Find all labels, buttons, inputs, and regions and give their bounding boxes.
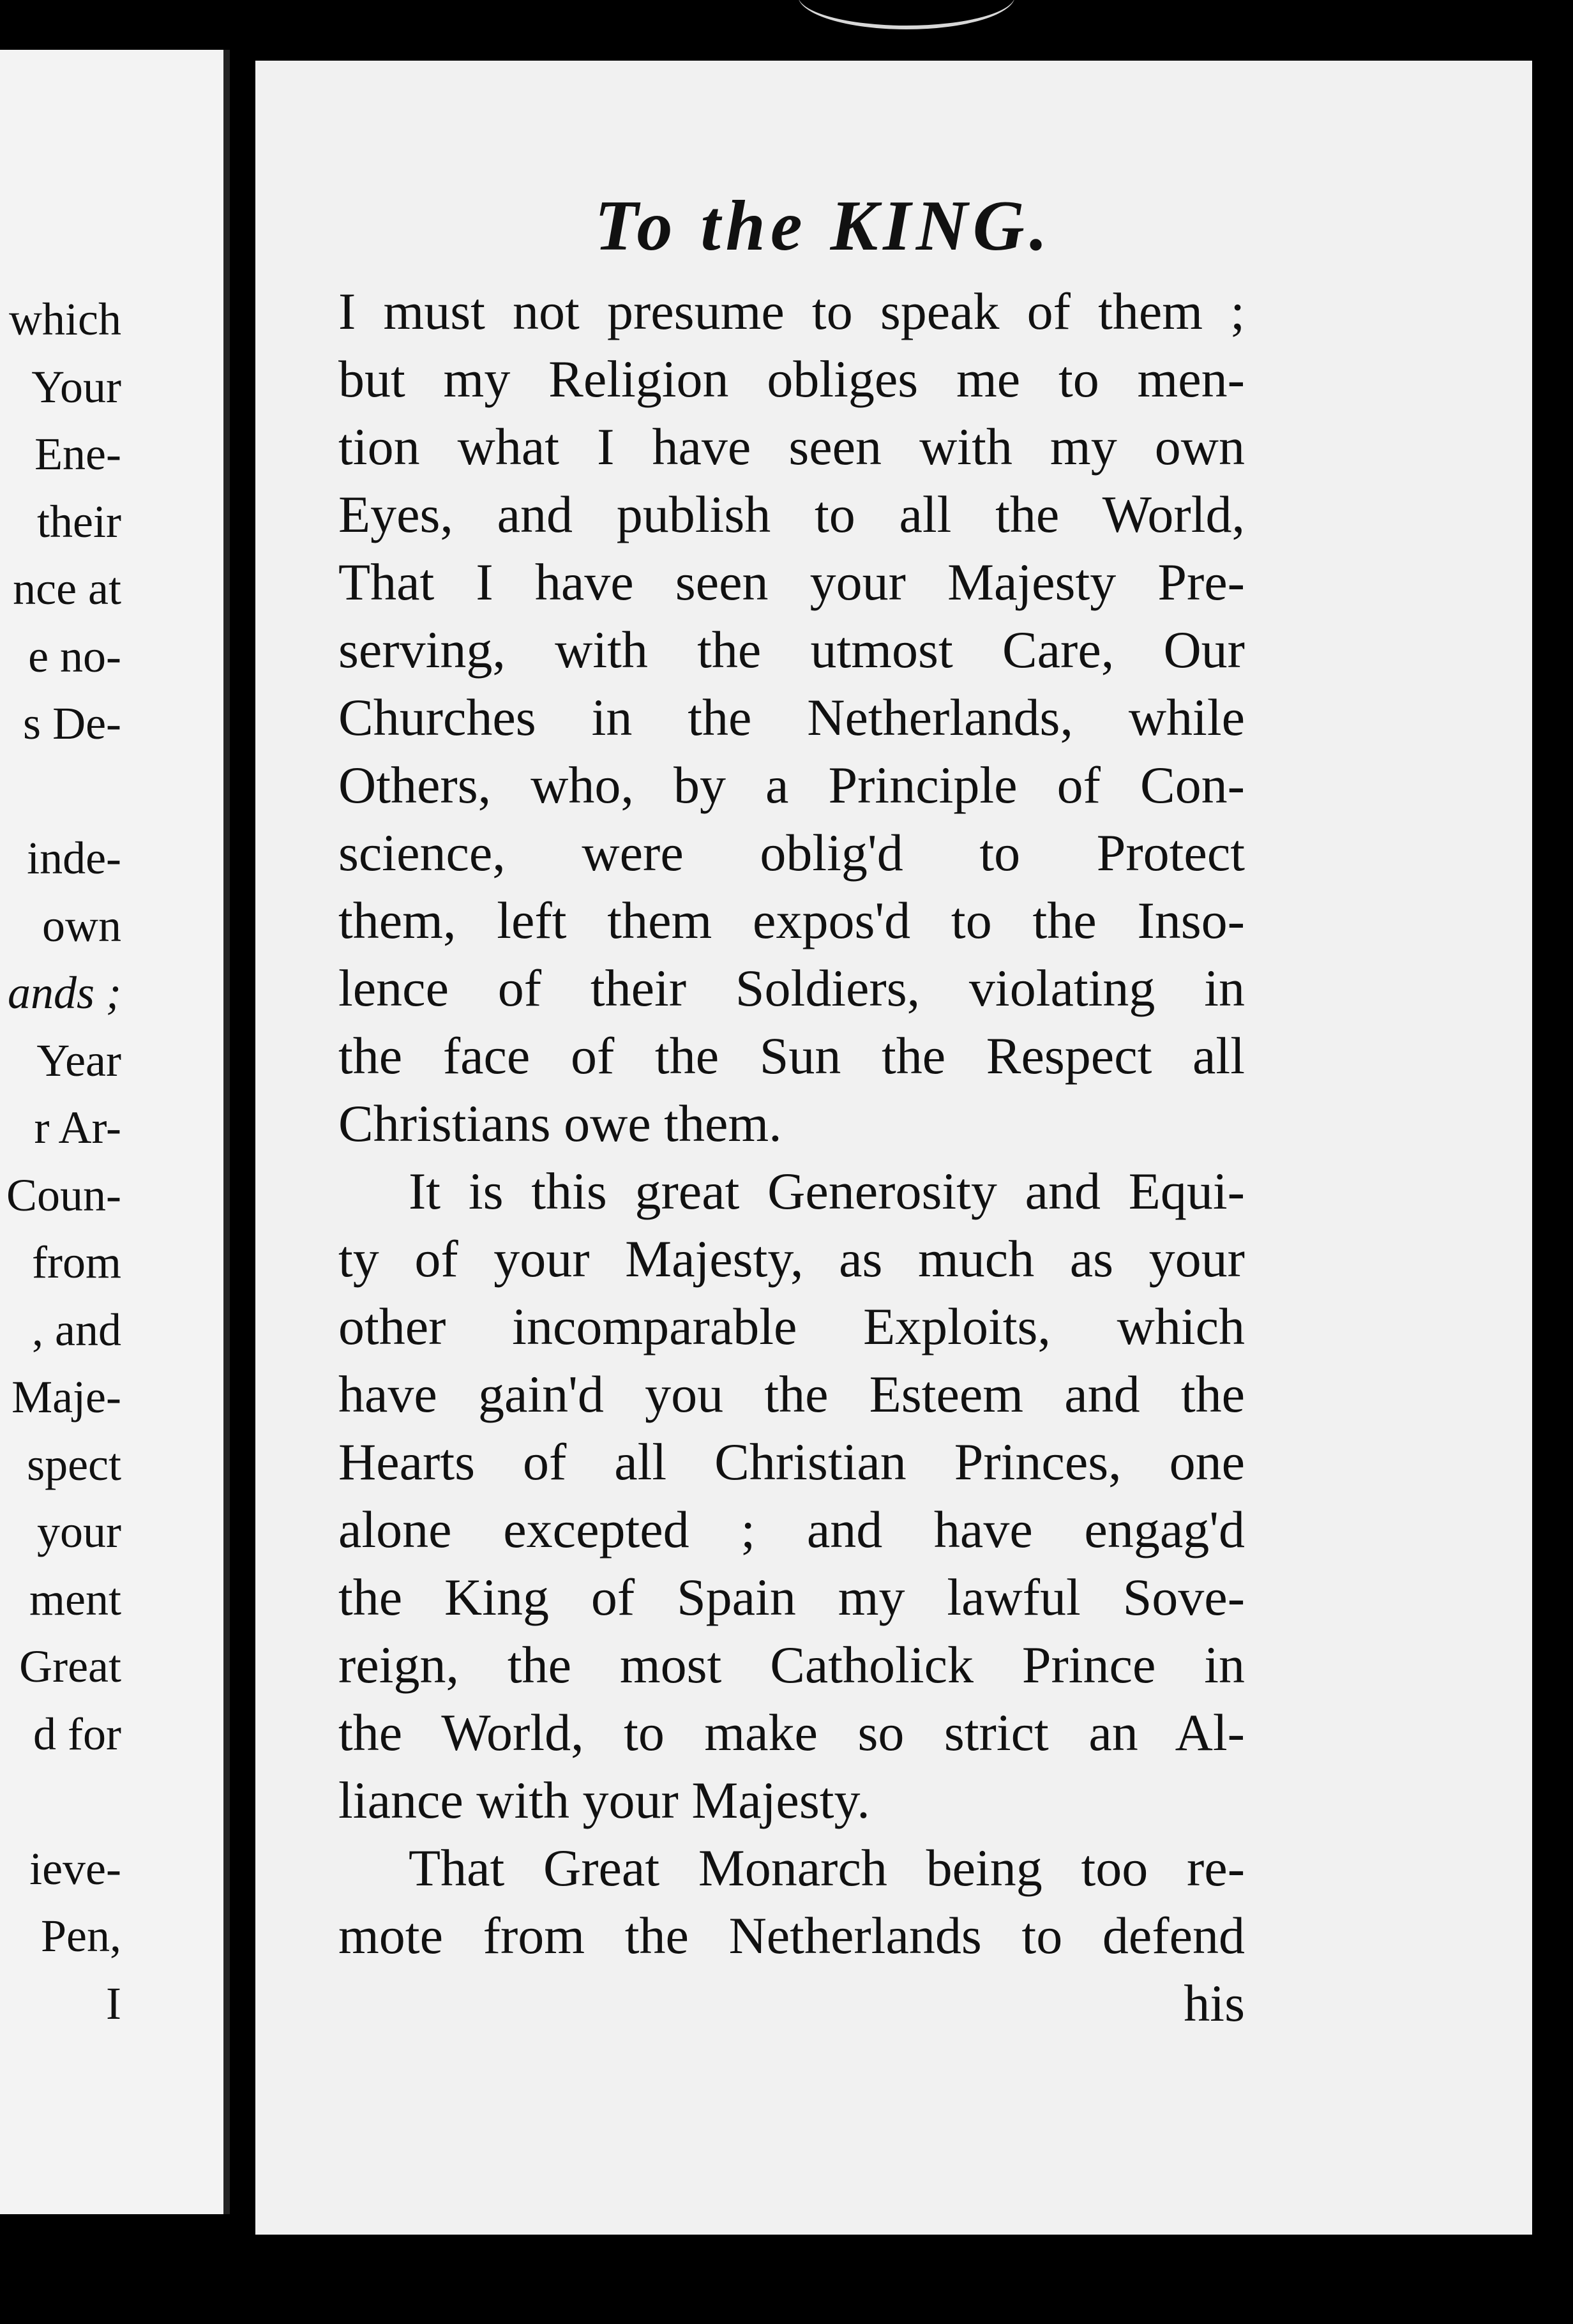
text-line: tion what I have seen with my own [338, 418, 1245, 476]
left-line: , and [32, 1304, 121, 1355]
left-line: r Ar- [34, 1102, 121, 1153]
catchword: his [1184, 1974, 1245, 2032]
text-line: ty of your Majesty, as much as your [338, 1230, 1245, 1288]
left-line: d for [33, 1708, 121, 1760]
paragraph-2 [338, 1158, 1245, 1834]
text-line: lence of their Soldiers, violating in [338, 959, 1245, 1017]
left-line: Your [31, 361, 121, 412]
text-line: the World, to make so strict an Al- [338, 1703, 1245, 1762]
left-line: Pen, [41, 1910, 121, 1961]
body-text [338, 278, 1245, 2037]
left-page-text [0, 286, 121, 2037]
left-line: ieve- [29, 1843, 121, 1894]
paragraph-1 [338, 278, 1245, 1158]
left-line: from [32, 1237, 121, 1288]
left-line: ment [29, 1573, 121, 1625]
left-line: which [9, 294, 121, 345]
left-line: s De- [23, 698, 121, 749]
text-line: That Great Monarch being too re- [409, 1839, 1245, 1897]
text-line: reign, the most Catholick Prince in [338, 1636, 1245, 1694]
text-line: the face of the Sun the Respect all [338, 1027, 1245, 1085]
left-line: spect [27, 1438, 121, 1490]
left-facing-page [0, 50, 230, 2214]
text-line: I must not presume to speak of them ; [338, 282, 1245, 340]
left-line: e no- [28, 630, 121, 682]
text-line: the King of Spain my lawful Sove- [338, 1568, 1245, 1626]
text-line: science, were oblig'd to Protect [338, 824, 1245, 882]
left-line: Ene- [34, 428, 121, 479]
book-binding [798, 0, 1015, 29]
text-line: Hearts of all Christian Princes, one [338, 1433, 1245, 1491]
text-line: mote from the Netherlands to defend [338, 1906, 1245, 1965]
left-line: Maje- [11, 1371, 121, 1422]
text-line: serving, with the utmost Care, Our [338, 621, 1245, 679]
paragraph-3 [338, 1834, 1245, 1970]
left-line: nce at [13, 563, 121, 614]
text-line: them, left them expos'd to the Inso- [338, 891, 1245, 949]
text-line: Christians owe them. [338, 1094, 782, 1152]
left-line: your [37, 1506, 121, 1557]
running-head: To the KING. [594, 186, 1053, 266]
text-line: alone excepted ; and have engag'd [338, 1500, 1245, 1558]
text-line: That I have seen your Majesty Pre- [338, 553, 1245, 611]
left-line: inde- [27, 833, 121, 884]
text-line: Eyes, and publish to all the World, [338, 485, 1245, 543]
text-line: Churches in the Netherlands, while [338, 688, 1245, 746]
left-line: Great [19, 1641, 121, 1692]
text-line: Others, who, by a Principle of Con- [338, 756, 1245, 814]
text-line: have gain'd you the Esteem and the [338, 1365, 1245, 1423]
text-line: but my Religion obliges me to men- [338, 350, 1245, 408]
left-line: their [37, 495, 121, 547]
left-line [0, 1768, 121, 1836]
left-line: I [106, 1977, 121, 2029]
text-line: It is this great Generosity and Equi- [409, 1162, 1245, 1220]
left-line: own [42, 900, 121, 951]
main-page [255, 61, 1532, 2235]
left-line: Coun- [6, 1169, 121, 1221]
left-line: Year [36, 1034, 121, 1086]
left-line: ands ; [8, 967, 121, 1018]
text-line: other incomparable Exploits, which [338, 1297, 1245, 1355]
left-line [0, 758, 121, 826]
text-line: liance with your Majesty. [338, 1771, 870, 1829]
